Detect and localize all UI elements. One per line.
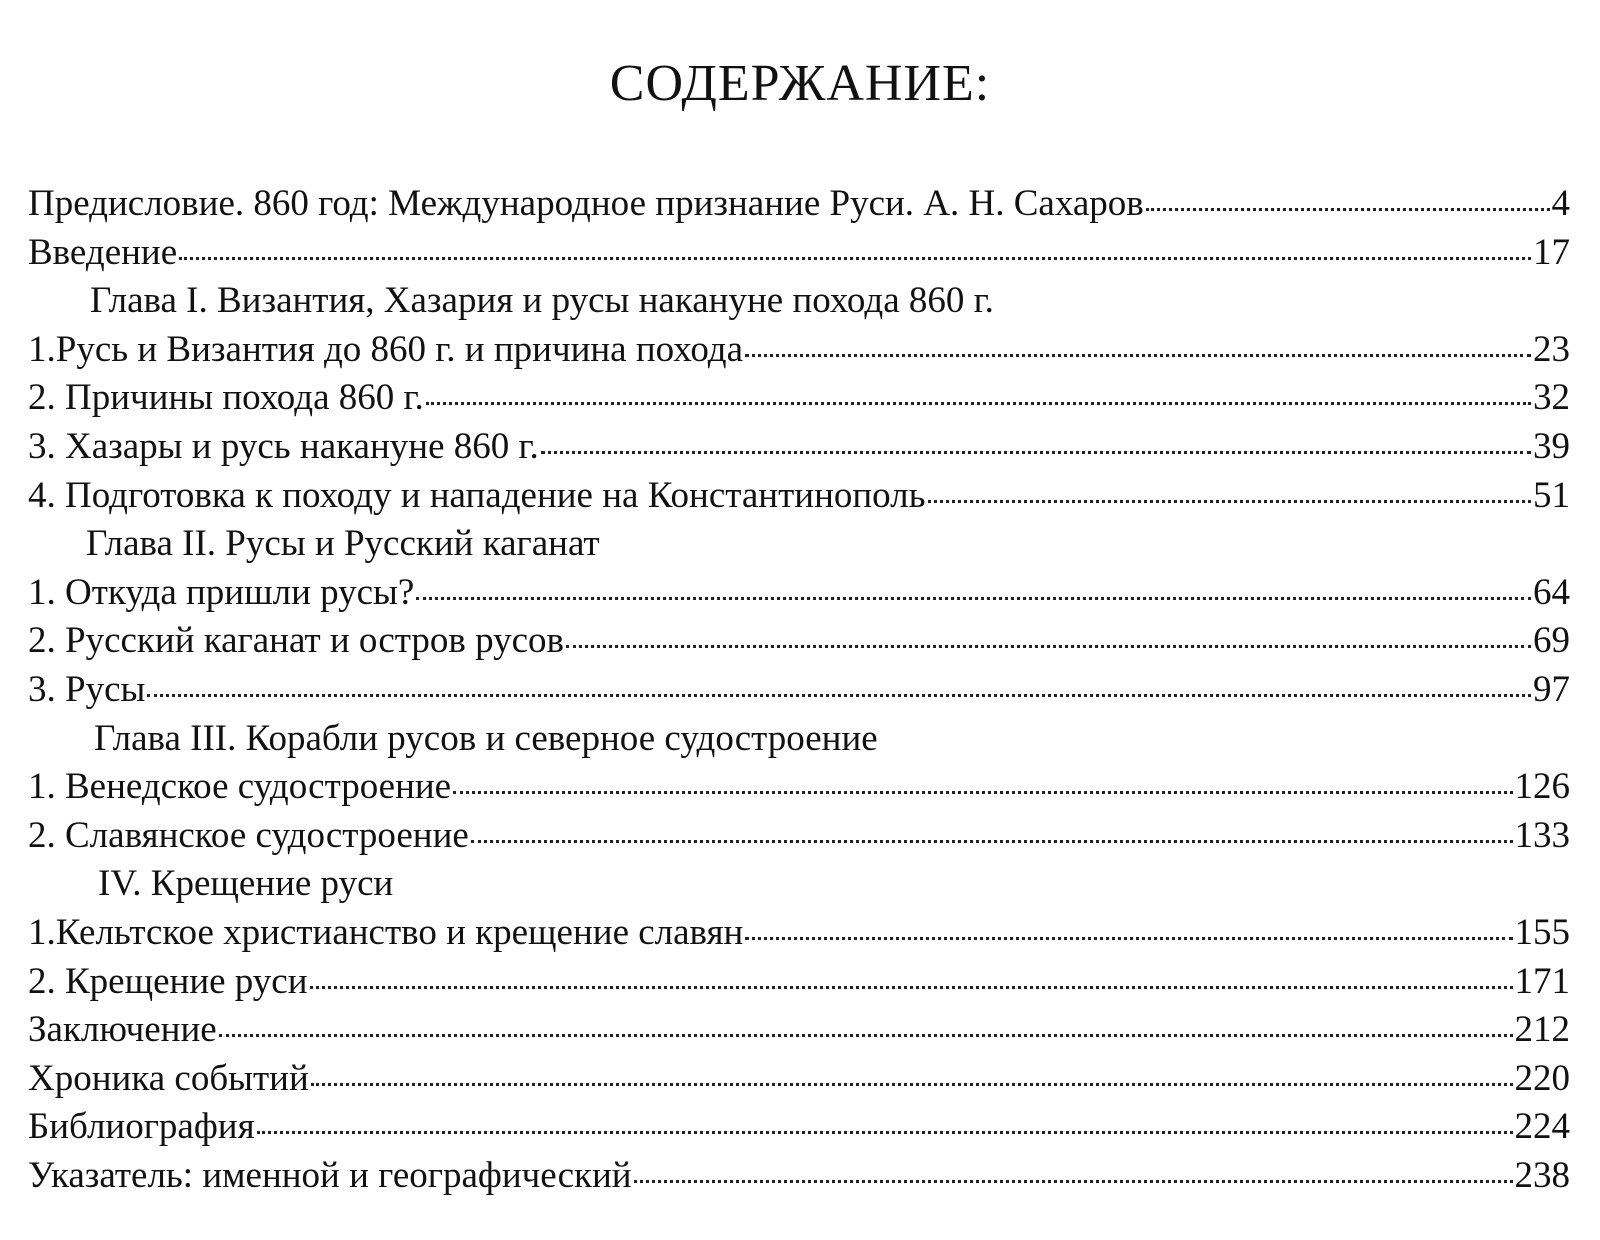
toc-page-number: 155 [1514, 911, 1570, 953]
toc-entry-title: 1. Откуда пришли русы? [28, 571, 415, 613]
dot-leader [426, 402, 1531, 405]
toc-chapter-heading [28, 715, 1570, 764]
dot-leader [310, 986, 1513, 989]
dot-leader [257, 1131, 1513, 1134]
toc-entry-title: 3. Хазары и русь накануне 860 г. [28, 425, 539, 467]
toc-page-number: 238 [1514, 1154, 1570, 1196]
toc-entry [28, 472, 1570, 521]
toc-entry-chronicle [28, 1055, 1570, 1104]
toc-page-number: 51 [1533, 474, 1570, 516]
toc-chapter-heading [28, 520, 1570, 569]
toc-entry-title: 3. Русы [28, 668, 146, 710]
chapter-title: Глава II. Русы и Русский каганат [86, 523, 600, 565]
toc-entry [28, 909, 1570, 958]
toc-page-number: 32 [1533, 377, 1570, 419]
toc-entry-title: Библиография [28, 1106, 255, 1148]
toc-chapter-heading [28, 860, 1570, 909]
toc-entry-title: Хроника событий [28, 1057, 309, 1099]
toc-entry-title: 2. Славянское судостроение [28, 814, 469, 856]
toc-page-number: 39 [1533, 425, 1570, 467]
chapter-title: Глава III. Корабли русов и северное судостроение [94, 717, 878, 759]
toc-entry-bibliography [28, 1103, 1570, 1152]
dot-leader [147, 694, 1531, 697]
toc-entry-title: 1.Кельтское христианство и крещение славян [28, 911, 744, 953]
dot-leader [179, 257, 1531, 260]
chapter-title: Глава I. Византия, Хазария и русы накануне похода 860 г. [90, 280, 994, 322]
toc-page-number: 212 [1514, 1009, 1570, 1051]
toc-entry [28, 374, 1570, 423]
dot-leader [745, 354, 1531, 357]
toc-page-number: 224 [1514, 1106, 1570, 1148]
toc-entry-title: 2. Причины похода 860 г. [28, 377, 424, 419]
toc-entry-title: Предисловие. 860 год: Международное признание Руси. А. Н. Сахаров [28, 183, 1144, 224]
dot-leader [311, 1083, 1513, 1086]
toc-entry [28, 812, 1570, 861]
toc-entry [28, 569, 1570, 618]
toc-entry [28, 763, 1570, 812]
toc-entry-title: 2. Крещение руси [28, 960, 308, 1002]
toc-entry-title: 2. Русский каганат и остров русов [28, 620, 565, 662]
dot-leader [453, 791, 1512, 794]
toc-page-number: 220 [1514, 1057, 1570, 1099]
dot-leader [219, 1034, 1513, 1037]
toc-entry-title: Заключение [28, 1009, 217, 1051]
toc-entry-preface [28, 180, 1570, 229]
chapter-title: IV. Крещение руси [98, 863, 394, 905]
dot-leader [471, 840, 1513, 843]
toc-page-number: 133 [1514, 814, 1570, 856]
dot-leader [541, 451, 1531, 454]
toc-entry-title: 1. Венедское судостроение [28, 766, 452, 808]
toc-entry [28, 326, 1570, 375]
dot-leader [928, 500, 1531, 503]
dot-leader [745, 937, 1512, 940]
toc-entry [28, 666, 1570, 715]
toc-entry-index [28, 1152, 1570, 1201]
page-title: СОДЕРЖАНИЕ: [609, 55, 991, 112]
table-of-contents [28, 180, 1570, 1200]
toc-entry-title: Введение [28, 231, 178, 273]
toc-entry-title: 1.Русь и Византия до 860 г. и причина похода [28, 328, 743, 370]
toc-page-number: 23 [1533, 328, 1570, 370]
toc-entry-title: 4. Подготовка к походу и нападение на Константинополь [28, 474, 926, 516]
toc-entry [28, 958, 1570, 1007]
toc-page-number: 97 [1533, 668, 1570, 710]
toc-entry [28, 617, 1570, 666]
dot-leader [1146, 208, 1550, 211]
toc-page-number: 69 [1533, 620, 1570, 662]
toc-entry-title: Указатель: именной и географический [28, 1154, 632, 1196]
toc-page-number: 4 [1551, 183, 1570, 224]
dot-leader [566, 645, 1531, 648]
toc-entry-introduction [28, 229, 1570, 278]
dot-leader [634, 1180, 1513, 1183]
toc-page-number: 64 [1533, 571, 1570, 613]
toc-page-number: 171 [1514, 960, 1570, 1002]
toc-page-number: 126 [1514, 766, 1570, 808]
toc-entry [28, 423, 1570, 472]
dot-leader [416, 597, 1531, 600]
toc-entry-conclusion [28, 1006, 1570, 1055]
toc-page-number: 17 [1533, 231, 1570, 273]
toc-chapter-heading [28, 277, 1570, 326]
